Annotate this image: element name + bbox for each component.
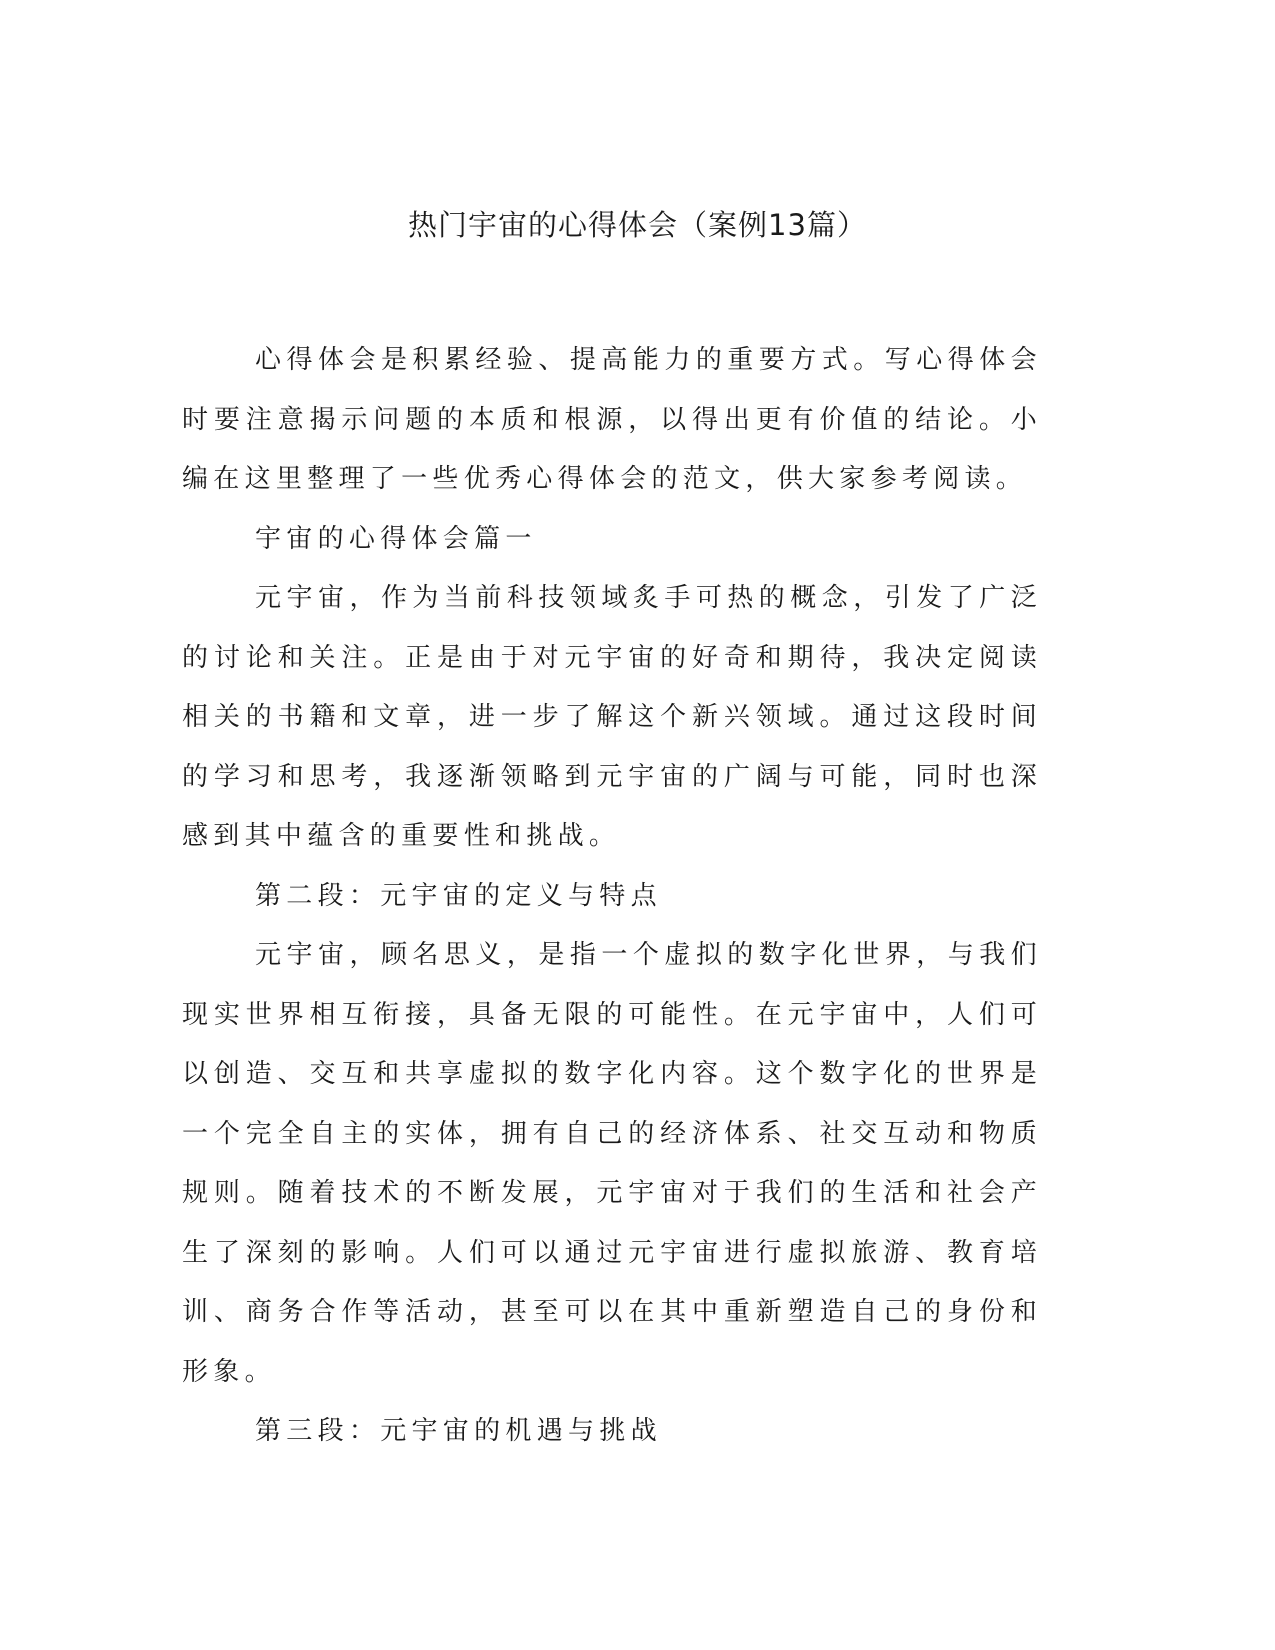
- body-paragraph: 元宇宙，作为当前科技领域炙手可热的概念，引发了广泛的讨论和关注。正是由于对元宇宙的好奇和期待，我决定阅读相关的书籍和文章，进一步了解这个新兴领域。通过这段时间的学习和思考，我逐渐领略到元宇宙的广阔与可能，同时也深感到其中蕴含的重要性和挑战。: [182, 583, 1042, 851]
- section-heading-second: 第二段：元宇宙的定义与特点: [255, 880, 662, 911]
- intro-paragraph: 心得体会是积累经验、提高能力的重要方式。写心得体会时要注意揭示问题的本质和根源，以得出更有价值的结论。小编在这里整理了一些优秀心得体会的范文，供大家参考阅读。: [182, 345, 1042, 494]
- body-paragraph: 元宇宙，顾名思义，是指一个虚拟的数字化世界，与我们现实世界相互衔接，具备无限的可能性。在元宇宙中，人们可以创造、交互和共享虚拟的数字化内容。这个数字化的世界是一个完全自主的实体，拥有自己的经济体系、社交互动和物质规则。随着技术的不断发展，元宇宙对于我们的生活和社会产生了深刻的影响。人们可以通过元宇宙进行虚拟旅游、教育培训、商务合作等活动，甚至可以在其中重新塑造自己的身份和形象。: [182, 940, 1042, 1387]
- section-heading-third: 第三段：元宇宙的机遇与挑战: [255, 1416, 662, 1446]
- section-heading-part-one: 宇宙的心得体会篇一: [255, 523, 537, 554]
- document-body: [182, 331, 1042, 1462]
- document-title: 热门宇宙的心得体会（案例13篇）: [408, 208, 867, 242]
